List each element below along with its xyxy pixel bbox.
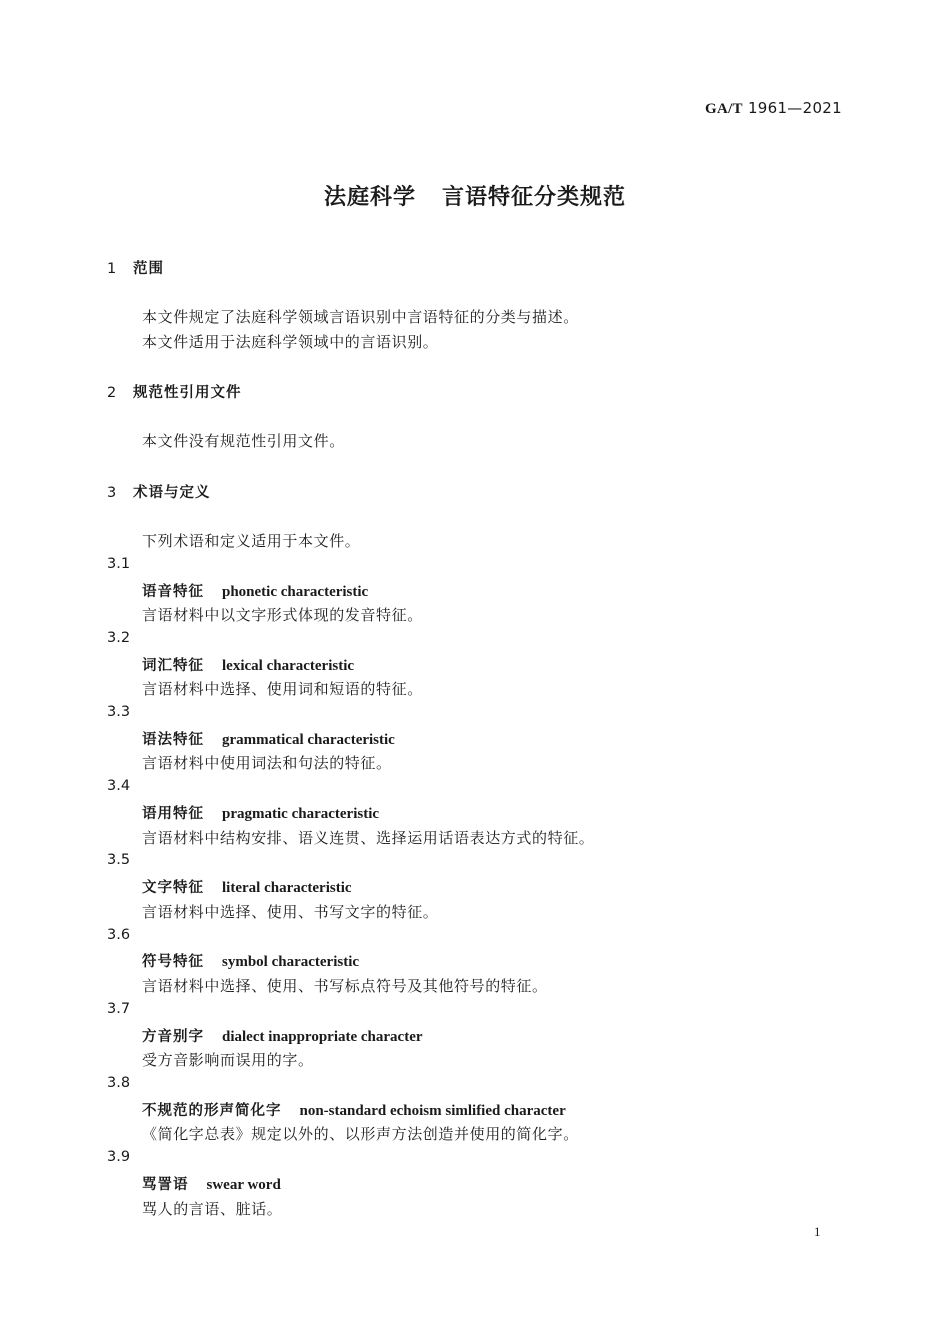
term-zh: 符号特征: [142, 954, 204, 970]
standard-prefix: GA/T: [704, 101, 743, 117]
term-entry: [142, 1099, 566, 1120]
term-zh: 方音别字: [142, 1029, 204, 1045]
term-zh: 词汇特征: [142, 658, 204, 674]
normative-paragraph: 本文件没有规范性引用文件。: [142, 432, 345, 450]
term-number: 3.3: [107, 704, 131, 720]
term-entry: [142, 728, 395, 749]
section-number: 3: [107, 485, 118, 501]
term-entry: [142, 654, 354, 675]
term-en: literal characteristic: [222, 880, 352, 896]
term-entry: [142, 950, 359, 971]
term-definition: 《简化字总表》规定以外的、以形声方法创造并使用的简化字。: [142, 1125, 579, 1143]
term-number: 3.1: [107, 556, 131, 572]
term-en: pragmatic characteristic: [222, 806, 380, 822]
term-number: 3.6: [107, 927, 131, 943]
term-entry: [142, 876, 352, 897]
term-entry: [142, 1173, 281, 1194]
term-number: 3.5: [107, 852, 131, 868]
term-entry: [142, 580, 368, 601]
term-number: 3.4: [107, 778, 131, 794]
page-number: 1: [814, 1224, 821, 1239]
term-definition: 言语材料中选择、使用、书写文字的特征。: [142, 903, 439, 921]
term-number: 3.7: [107, 1001, 131, 1017]
term-zh: 语法特征: [142, 732, 204, 748]
term-en: lexical characteristic: [222, 658, 355, 674]
term-definition: 言语材料中以文字形式体现的发音特征。: [142, 606, 423, 624]
section-heading-scope: [107, 257, 164, 278]
term-en: symbol characteristic: [222, 954, 360, 970]
term-definition: 骂人的言语、脏话。: [142, 1200, 283, 1218]
section-heading-terms: [107, 481, 211, 502]
scope-paragraph: 本文件规定了法庭科学领域言语识别中言语特征的分类与描述。: [142, 308, 579, 326]
term-en: swear word: [206, 1177, 281, 1193]
term-definition: 言语材料中使用词法和句法的特征。: [142, 754, 392, 772]
title-part2: 言语特征分类规范: [442, 185, 627, 210]
scope-paragraph: 本文件适用于法庭科学领域中的言语识别。: [142, 333, 439, 351]
term-zh: 语用特征: [142, 806, 204, 822]
term-number: 3.8: [107, 1075, 131, 1091]
terms-intro: 下列术语和定义适用于本文件。: [142, 532, 361, 550]
term-zh: 不规范的形声简化字: [142, 1103, 282, 1119]
term-entry: [142, 1025, 423, 1046]
term-en: grammatical characteristic: [222, 732, 395, 748]
term-number: 3.9: [107, 1149, 131, 1165]
term-definition: 言语材料中选择、使用词和短语的特征。: [142, 680, 423, 698]
term-definition: 言语材料中选择、使用、书写标点符号及其他符号的特征。: [142, 977, 548, 995]
standard-year: 1961—2021: [747, 99, 842, 117]
section-heading-normative: [107, 381, 242, 402]
term-zh: 文字特征: [142, 880, 204, 896]
term-zh: 语音特征: [142, 584, 204, 600]
title-part1: 法庭科学: [323, 185, 416, 210]
term-definition: 言语材料中结构安排、语义连贯、选择运用话语表达方式的特征。: [142, 829, 595, 847]
section-title: 范围: [133, 261, 164, 277]
term-en: non-standard echoism simlified character: [299, 1103, 566, 1119]
document-title: [0, 180, 950, 211]
term-en: phonetic characteristic: [222, 584, 369, 600]
standard-number: [705, 99, 842, 118]
section-number: 2: [107, 385, 118, 401]
term-en: dialect inappropriate character: [222, 1029, 423, 1045]
section-number: 1: [107, 261, 118, 277]
term-definition: 受方音影响而误用的字。: [142, 1051, 314, 1069]
section-title: 术语与定义: [133, 485, 211, 501]
term-number: 3.2: [107, 630, 131, 646]
section-title: 规范性引用文件: [133, 385, 242, 401]
term-zh: 骂詈语: [142, 1177, 189, 1193]
term-entry: [142, 802, 379, 823]
